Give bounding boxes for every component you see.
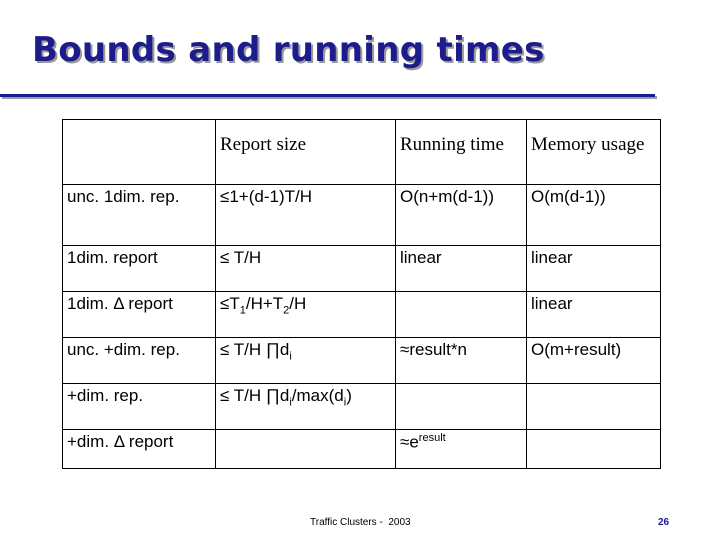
table-row (63, 430, 661, 469)
formula-text: ≤T (220, 294, 240, 313)
formula-text: /H (289, 294, 307, 313)
memory-usage-cell: O(m+result) (527, 338, 661, 384)
page-number: 26 (658, 517, 670, 528)
slide-title: Bounds and running times (32, 30, 545, 70)
formula-text: ≤ T/H ∏d (220, 386, 290, 405)
formula-text: ≤ T/H ∏d (220, 340, 290, 359)
memory-usage-cell: linear (527, 246, 661, 292)
running-time-cell: O(n+m(d-1)) (396, 185, 527, 246)
formula-text: ) (346, 386, 352, 405)
report-size-cell: ≤ T/H (216, 246, 396, 292)
memory-usage-cell (527, 430, 661, 469)
row-label: unc. +dim. rep. (63, 338, 216, 384)
table-row (63, 246, 661, 292)
row-label: 1dim. report (63, 246, 216, 292)
report-size-cell (216, 430, 396, 469)
running-time-cell: linear (396, 246, 527, 292)
memory-usage-cell (527, 384, 661, 430)
formula-subscript: i (343, 396, 347, 409)
running-time-cell (396, 430, 527, 469)
memory-usage-cell: O(m(d-1)) (527, 185, 661, 246)
bounds-table (62, 119, 661, 469)
report-size-cell (216, 292, 396, 338)
formula-superscript: result (418, 432, 446, 444)
table-row (63, 185, 661, 246)
header-memory-usage: Memory usage (527, 120, 661, 185)
formula-subscript: i (289, 350, 292, 363)
running-time-cell (396, 292, 527, 338)
formula-text: ≈e (400, 432, 419, 452)
formula-subscript: 2 (283, 304, 290, 317)
header-running-time: Running time (396, 120, 527, 185)
row-label: 1dim. Δ report (63, 292, 216, 338)
formula-subscript: i (289, 396, 292, 409)
row-label: unc. 1dim. rep. (63, 185, 216, 246)
row-label: +dim. rep. (63, 384, 216, 430)
formula-text: /H+T (245, 294, 284, 313)
header-cell-empty (63, 120, 216, 185)
formula-subscript: 1 (239, 304, 246, 317)
slide-footer: Traffic Clusters - 2003 (310, 517, 411, 528)
formula-text: /max(d (291, 386, 344, 405)
running-time-cell: ≈result*n (396, 338, 527, 384)
memory-usage-cell: linear (527, 292, 661, 338)
table-header-row (63, 120, 661, 185)
report-size-cell (216, 384, 396, 430)
table-row (63, 292, 661, 338)
table-row (63, 338, 661, 384)
header-report-size: Report size (216, 120, 396, 185)
report-size-cell: ≤1+(d-1)T/H (216, 185, 396, 246)
running-time-cell (396, 384, 527, 430)
table-row (63, 384, 661, 430)
row-label: +dim. Δ report (63, 430, 216, 469)
title-underline (0, 94, 655, 97)
report-size-cell (216, 338, 396, 384)
